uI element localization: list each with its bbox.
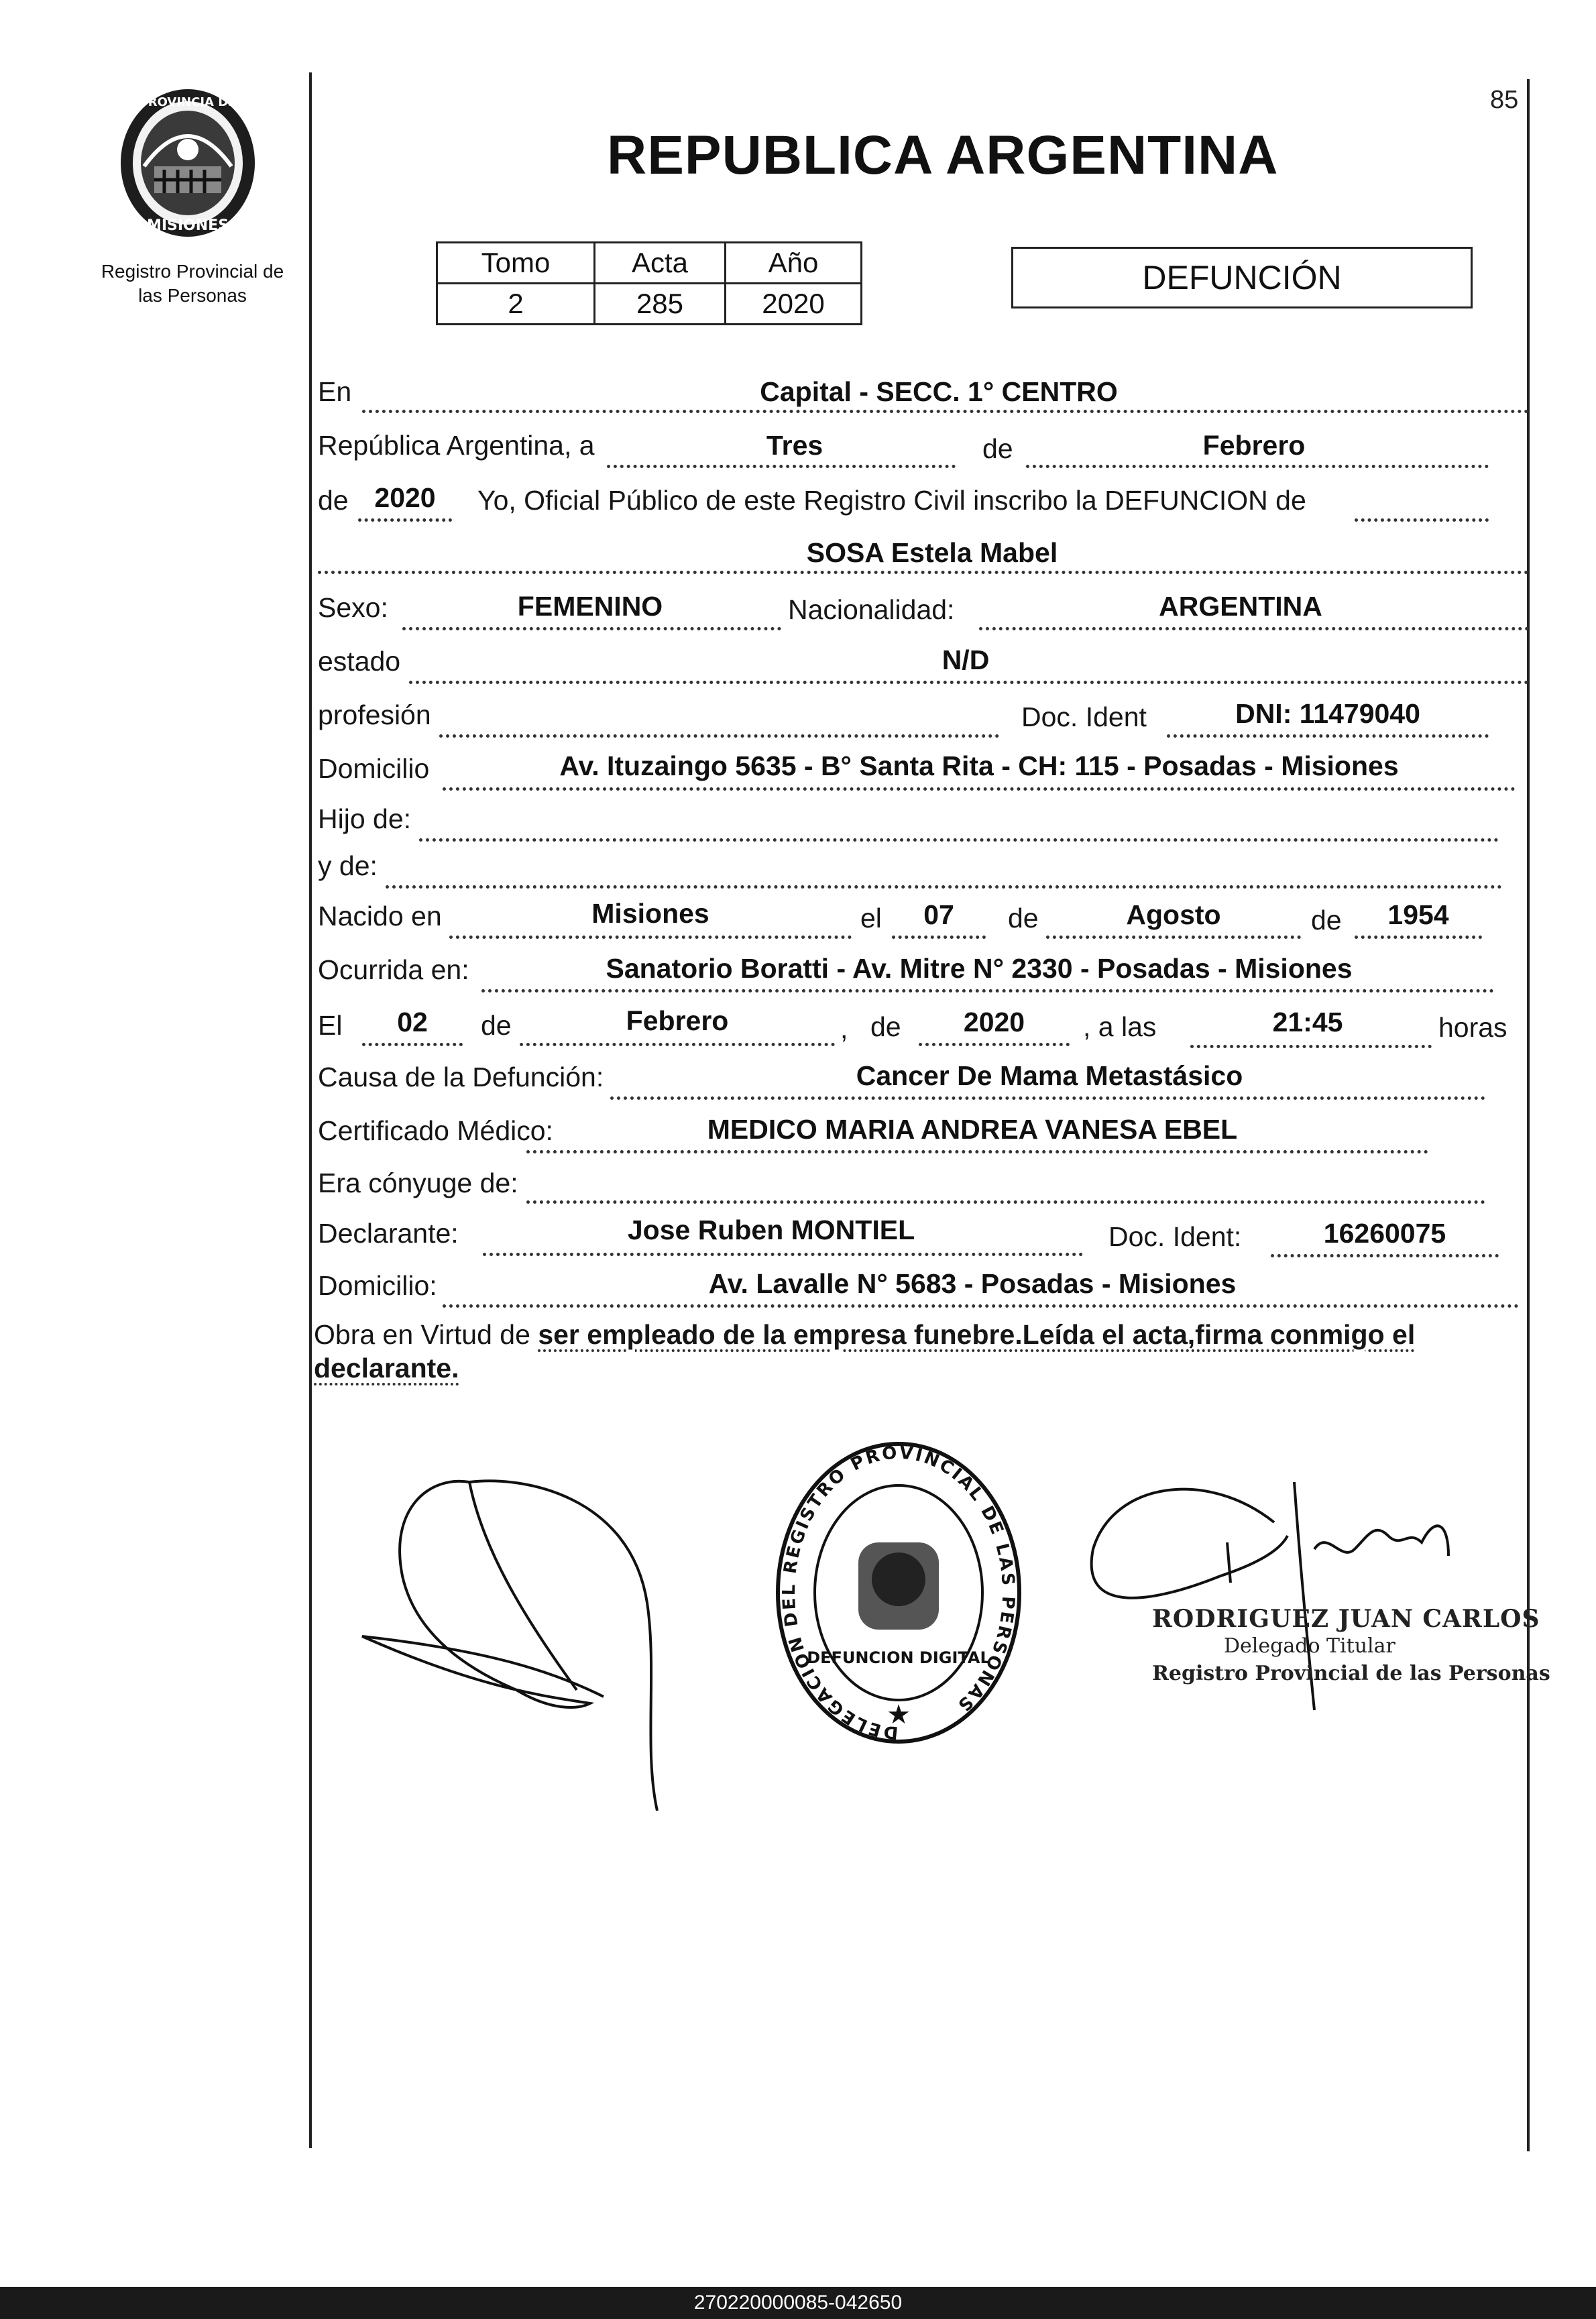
anio-header: Año: [726, 243, 862, 284]
registry-name: [82, 260, 303, 308]
label-de-5: de: [481, 1010, 512, 1041]
dotline-y-de: [386, 885, 1502, 889]
label-sexo: Sexo:: [318, 592, 388, 623]
declarante-signature: [349, 1469, 684, 1817]
value-estado: N/D: [942, 644, 990, 675]
value-domicilio: Av. Ituzaingo 5635 - B° Santa Rita - CH: 115 - Posadas - Misiones: [559, 750, 1399, 781]
dotline-certificado: [526, 1150, 1428, 1153]
dotline-profesion: [439, 734, 999, 738]
label-hijo-de: Hijo de:: [318, 803, 412, 834]
value-mes-texto: Febrero: [1202, 430, 1306, 461]
label-en: En: [318, 376, 352, 407]
dotline-nac-dia: [892, 936, 986, 939]
obra-paragraph: [314, 1318, 1521, 1385]
record-table: [436, 241, 862, 325]
left-margin-line: [309, 72, 312, 2148]
dotline-def-mes: [520, 1043, 835, 1046]
dotline-defuncion-de: [1355, 518, 1489, 522]
value-ocurrida-en: Sanatorio Boratti - Av. Mitre N° 2330 - Posadas - Misiones: [606, 953, 1353, 984]
value-fallecido: SOSA Estela Mabel: [806, 537, 1058, 568]
label-el-2: El: [318, 1010, 343, 1041]
footer-code: 270220000085-042650: [0, 2287, 1596, 2319]
value-def-mes: Febrero: [626, 1005, 729, 1036]
label-de-2: de: [318, 485, 349, 516]
value-def-anio: 2020: [963, 1007, 1025, 1037]
stamp-ring-text: DELEGACION DEL REGISTRO PROVINCIAL DE LAS PERSONAS: [779, 1443, 1019, 1743]
value-obra: ser empleado de la empresa funebre.Leída el acta,firma conmigo el declarante.: [314, 1319, 1416, 1383]
acta-value: 285: [595, 284, 726, 325]
label-de-1: de: [982, 433, 1013, 464]
dotline-domicilio: [443, 787, 1516, 791]
value-lugar: Capital - SECC. 1° CENTRO: [760, 376, 1118, 407]
label-el-1: el: [860, 903, 882, 934]
stamp-inner-text: DEFUNCION DIGITAL: [807, 1648, 990, 1667]
label-horas: horas: [1438, 1012, 1507, 1043]
dotline-nacionalidad: [979, 627, 1529, 630]
seal-text-bottom: MISIONES: [146, 217, 229, 234]
value-anio-inscripcion: 2020: [374, 482, 436, 513]
dotline-def-dia: [362, 1043, 463, 1046]
dotline-declarante: [483, 1253, 1083, 1256]
dotline-def-anio: [919, 1043, 1070, 1046]
seal-text-top: PROVINCIA DE: [139, 95, 237, 109]
label-profesion: profesión: [318, 699, 431, 730]
label-ocurrida-en: Ocurrida en:: [318, 954, 469, 985]
label-nacionalidad: Nacionalidad:: [788, 594, 955, 625]
value-declarante-domicilio: Av. Lavalle N° 5683 - Posadas - Misiones: [708, 1268, 1237, 1299]
dotline-dni: [1167, 734, 1489, 738]
record-type-box: DEFUNCIÓN: [1011, 247, 1473, 308]
official-stamp: [775, 1442, 1023, 1750]
value-declarante: Jose Ruben MONTIEL: [627, 1214, 915, 1245]
label-obra: Obra en Virtud de: [314, 1319, 530, 1350]
label-declarante: Declarante:: [318, 1218, 459, 1249]
value-dia-texto: Tres: [766, 430, 823, 461]
label-yo: Yo, Oficial Público de este Registro Civil inscribo la DEFUNCION de: [477, 485, 1306, 516]
value-certificado: MEDICO MARIA ANDREA VANESA EBEL: [707, 1114, 1238, 1145]
dotline-lugar: [362, 410, 1529, 413]
value-nac-dia: 07: [923, 899, 954, 930]
label-conyuge: Era cónyuge de:: [318, 1168, 518, 1198]
label-de-3: de: [1008, 903, 1039, 934]
label-y-de: y de:: [318, 850, 378, 881]
label-comma: ,: [840, 1013, 848, 1044]
dotline-declarante-doc: [1271, 1254, 1499, 1257]
dotline-def-hora: [1190, 1045, 1432, 1048]
tomo-header: Tomo: [437, 243, 595, 284]
label-estado: estado: [318, 646, 401, 677]
anio-value: 2020: [726, 284, 862, 325]
acta-header: Acta: [595, 243, 726, 284]
dotline-mes: [1026, 465, 1489, 468]
label-nacido-en: Nacido en: [318, 901, 442, 931]
value-nac-anio: 1954: [1387, 899, 1449, 930]
dotline-nac-mes: [1046, 936, 1301, 939]
dotline-estado: [409, 681, 1529, 684]
signatory-office: Registro Provincial de las Personas: [1152, 1662, 1550, 1685]
label-republica: República Argentina, a: [318, 430, 595, 461]
value-def-dia: 02: [397, 1007, 428, 1037]
dotline-domicilio-2: [443, 1304, 1519, 1308]
signatory-name: RODRIGUEZ JUAN CARLOS: [1152, 1605, 1540, 1633]
label-causa: Causa de la Defunción:: [318, 1062, 604, 1092]
value-nacido-en: Misiones: [591, 898, 709, 929]
dotline-fallecido: [318, 571, 1529, 574]
dotline-nac-anio: [1355, 936, 1482, 939]
value-dni: DNI: 11479040: [1235, 698, 1420, 729]
page-title: REPUBLICA ARGENTINA: [607, 125, 1279, 186]
value-causa: Cancer De Mama Metastásico: [856, 1060, 1243, 1091]
dotline-hijo-de: [419, 838, 1499, 842]
dotline-sexo: [402, 627, 781, 630]
value-nacionalidad: ARGENTINA: [1159, 591, 1322, 622]
value-declarante-doc: 16260075: [1323, 1218, 1446, 1249]
right-margin-line: [1527, 79, 1530, 2151]
dotline-anio: [358, 518, 452, 522]
label-domicilio: Domicilio: [318, 753, 430, 784]
registry-name-line2: las Personas: [138, 285, 247, 306]
signatory-title: Delegado Titular: [1224, 1634, 1395, 1658]
label-de-4: de: [1311, 905, 1342, 936]
dotline-conyuge: [526, 1200, 1485, 1204]
label-de-6: de: [870, 1011, 901, 1042]
tomo-value: 2: [437, 284, 595, 325]
value-nac-mes: Agosto: [1126, 899, 1221, 930]
label-doc-ident: Doc. Ident: [1021, 701, 1147, 732]
stamp-star-icon: ★: [887, 1700, 911, 1730]
registry-name-line1: Registro Provincial de: [101, 261, 284, 282]
value-def-hora: 21:45: [1272, 1007, 1343, 1037]
label-certificado: Certificado Médico:: [318, 1115, 553, 1146]
label-doc-ident-2: Doc. Ident:: [1108, 1221, 1242, 1252]
dotline-ocurrida-en: [481, 989, 1494, 993]
provincial-seal-logo: [117, 86, 258, 240]
page-number: 85: [1490, 86, 1519, 114]
label-domicilio-2: Domicilio:: [318, 1270, 437, 1301]
dotline-causa: [610, 1096, 1485, 1100]
dotline-dia: [607, 465, 956, 468]
dotline-nacido-en: [449, 936, 852, 939]
label-a-las: , a las: [1083, 1011, 1157, 1042]
value-sexo: FEMENINO: [517, 591, 663, 622]
